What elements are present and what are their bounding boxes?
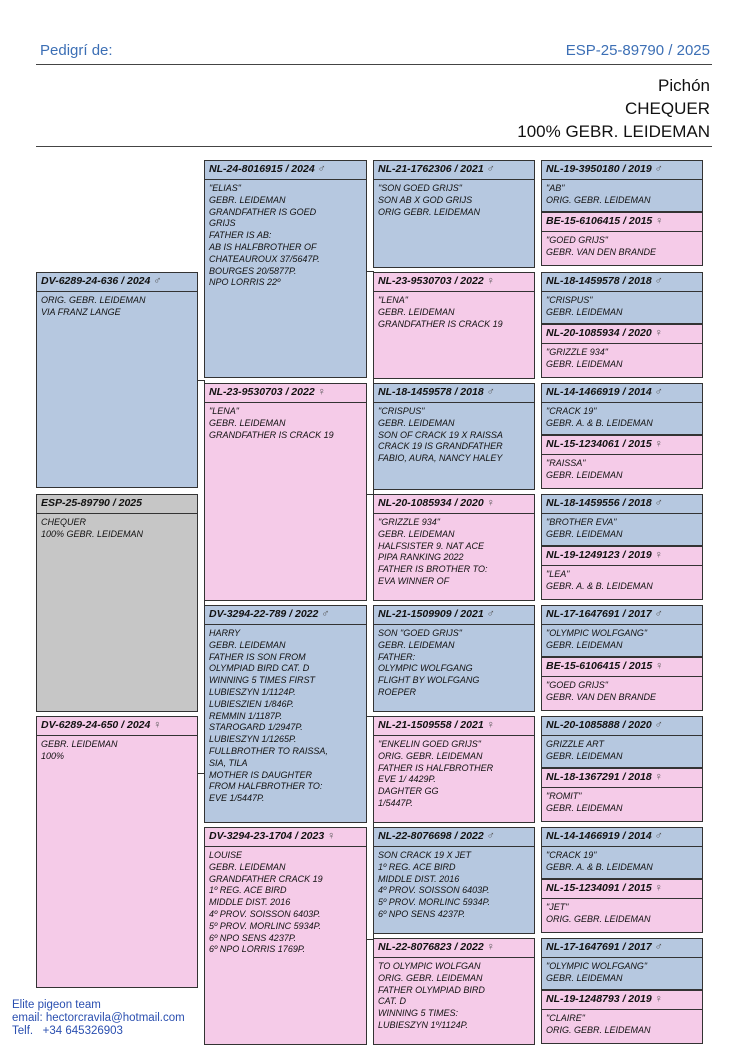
card-ring: NL-19-3950180 / 2019 ♂ [542,163,702,180]
card-ring: NL-18-1459578 / 2018 ♂ [542,275,702,292]
grandparent-card[interactable] [204,383,367,601]
male-icon: ♂ [317,163,326,175]
header-divider [36,64,712,65]
card-ring: NL-22-8076698 / 2022 ♂ [374,830,534,847]
grandparent-card[interactable] [204,827,367,1045]
female-icon: ♀ [486,497,495,509]
card-ring: NL-19-1248793 / 2019 ♀ [542,993,702,1010]
gg-grandparent-card[interactable] [541,716,703,768]
pedigree-label: Pedigrí de: [40,42,113,59]
card-ring: DV-3294-22-789 / 2022 ♂ [205,608,366,625]
gg-grandparent-card[interactable] [541,272,703,324]
female-icon: ♀ [153,719,162,731]
female-icon: ♀ [655,660,664,672]
gg-grandparent-card[interactable] [541,827,703,879]
male-icon: ♂ [321,608,330,620]
card-notes: TO OLYMPIC WOLFGAN ORIG. GEBR. LEIDEMAN FATHER OLYMPIAD BIRD CAT. D WINNING 5 TIMES: LUBIESZYN 1º/1124P. [378,961,485,1030]
male-icon: ♂ [654,608,663,620]
card-ring: DV-6289-24-650 / 2024 ♀ [37,719,197,736]
card-ring: NL-21-1509909 / 2021 ♂ [374,608,534,625]
card-notes: SON "GOED GRIJS" GEBR. LEIDEMAN FATHER: OLYMPIC WOLFGANG FLIGHT BY WOLFGANG ROEPER [378,628,480,697]
grandparent-card[interactable] [204,605,367,823]
card-notes: CHEQUER 100% GEBR. LEIDEMAN [41,517,144,539]
great-grandparent-card[interactable] [373,494,535,601]
card-notes: GEBR. LEIDEMAN 100% [41,739,118,761]
card-notes: "CRACK 19" GEBR. A. & B. LEIDEMAN [546,406,653,428]
male-icon: ♂ [153,275,162,287]
card-ring: NL-23-9530703 / 2022 ♀ [374,275,534,292]
card-notes: "CLAIRE" ORIG. GEBR. LEIDEMAN [546,1013,651,1035]
gg-grandparent-card[interactable] [541,879,703,933]
sire-card[interactable] [36,272,198,488]
male-icon: ♂ [654,830,663,842]
card-notes: "GOED GRIJS" GEBR. VAN DEN BRANDE [546,235,657,257]
card-ring: NL-22-8076823 / 2022 ♀ [374,941,534,958]
male-icon: ♂ [654,275,663,287]
card-notes: "ROMIT" GEBR. LEIDEMAN [546,791,623,813]
card-ring: DV-6289-24-636 / 2024 ♂ [37,275,197,292]
female-icon: ♀ [654,327,663,339]
card-ring: NL-20-1085888 / 2020 ♂ [542,719,702,736]
male-icon: ♂ [654,941,663,953]
female-icon: ♀ [486,719,495,731]
card-notes: "OLYMPIC WOLFGANG" GEBR. LEIDEMAN [546,628,648,650]
card-ring: NL-20-1085934 / 2020 ♀ [374,497,534,514]
card-ring: NL-15-1234091 / 2015 ♀ [542,882,702,899]
card-ring: NL-18-1367291 / 2018 ♀ [542,771,702,788]
title-color: CHEQUER [624,99,710,118]
great-grandparent-card[interactable] [373,716,535,823]
gg-grandparent-card[interactable] [541,383,703,435]
gg-grandparent-card[interactable] [541,605,703,657]
great-grandparent-card[interactable] [373,272,535,379]
card-notes: "ENKELIN GOED GRIJS" ORIG. GEBR. LEIDEMAN FATHER IS HALFBROTHER EVE 1/ 4429P. DAGHTER GG 1/5447P. [378,739,494,808]
title-block [517,74,710,143]
male-icon: ♂ [654,497,663,509]
card-notes: GRIZZLE ART GEBR. LEIDEMAN [546,739,623,761]
team-name: Elite pigeon team [12,999,101,1011]
female-icon: ♀ [327,830,336,842]
great-grandparent-card[interactable] [373,938,535,1045]
male-icon: ♂ [486,163,495,175]
card-notes: "SON GOED GRIJS" SON AB X GOD GRIJS ORIG GEBR. LEIDEMAN [378,183,481,217]
gg-grandparent-card[interactable] [541,494,703,546]
card-notes: SON CRACK 19 X JET 1º REG. ACE BIRD MIDDLE DIST. 2016 4º PROV. SOISSON 6403P. 5º PROV. MORLINC 5934P. 6º NPO SENS 4237P. [378,850,490,919]
card-notes: "OLYMPIC WOLFGANG" GEBR. LEIDEMAN [546,961,648,983]
female-icon: ♀ [317,386,326,398]
great-grandparent-card[interactable] [373,383,535,490]
card-ring: NL-14-1466919 / 2014 ♂ [542,830,702,847]
male-icon: ♂ [654,386,663,398]
gg-grandparent-card[interactable] [541,990,703,1044]
card-notes: LOUISE GEBR. LEIDEMAN GRANDFATHER CRACK 19 1º REG. ACE BIRD MIDDLE DIST. 2016 4º PROV. SOISSON 6403P. 5º PROV. MORLINC 5934P. 6º NPO SENS 4237P. 6º NPO LORRIS 1769P. [209,850,323,955]
subject-card[interactable] [36,494,198,712]
male-icon: ♂ [654,163,663,175]
card-ring: DV-3294-23-1704 / 2023 ♀ [205,830,366,847]
card-notes: "AB" ORIG. GEBR. LEIDEMAN [546,183,651,205]
card-ring: BE-15-6106415 / 2015 ♀ [542,215,702,232]
contact-email[interactable]: email: hectorcravila@hotmail.com [12,1012,185,1024]
female-icon: ♀ [654,882,663,894]
card-ring: NL-18-1459578 / 2018 ♂ [374,386,534,403]
great-grandparent-card[interactable] [373,827,535,934]
male-icon: ♂ [486,386,495,398]
dam-card[interactable] [36,716,198,988]
grandparent-card[interactable] [204,160,367,378]
card-notes: "JET" ORIG. GEBR. LEIDEMAN [546,902,651,924]
gg-grandparent-card[interactable] [541,324,703,378]
card-ring: NL-23-9530703 / 2022 ♀ [205,386,366,403]
card-ring: NL-19-1249123 / 2019 ♀ [542,549,702,566]
great-grandparent-card[interactable] [373,605,535,712]
card-ring: NL-14-1466919 / 2014 ♂ [542,386,702,403]
card-notes: "LEA" GEBR. A. & B. LEIDEMAN [546,569,653,591]
title-kind: Pichón [658,76,710,95]
female-icon: ♀ [486,275,495,287]
card-notes: "CRACK 19" GEBR. A. & B. LEIDEMAN [546,850,653,872]
female-icon: ♀ [486,941,495,953]
gg-grandparent-card[interactable] [541,657,703,711]
female-icon: ♀ [654,771,663,783]
male-icon: ♂ [486,830,495,842]
title-breeder: 100% GEBR. LEIDEMAN [517,122,710,141]
card-ring: ESP-25-89790 / 2025 [37,497,197,514]
title-divider [36,146,712,147]
card-ring: NL-17-1647691 / 2017 ♂ [542,941,702,958]
card-notes: "LENA" GEBR. LEIDEMAN GRANDFATHER IS CRACK 19 [378,295,503,329]
gg-grandparent-card[interactable] [541,938,703,990]
female-icon: ♀ [654,549,663,561]
card-ring: NL-21-1509558 / 2021 ♀ [374,719,534,736]
card-notes: HARRY GEBR. LEIDEMAN FATHER IS SON FROM OLYMPIAD BIRD CAT. D WINNING 5 TIMES FIRST LUBIESZYN 1/1124P. LUBIESZIEN 1/846P. REMMIN 1/1187P. STAROGARD 1/2947P. LUBIESZYN 1/1265P. FULLBROTHER TO RAISSA, SIA, TILA MOTHER IS DAUGHTER FROM HALFBROTHER TO: EVE 1/5447P. [209,628,328,804]
card-notes: "GOED GRIJS" GEBR. VAN DEN BRANDE [546,680,657,702]
card-notes: "GRIZZLE 934" GEBR. LEIDEMAN HALFSISTER 9. NAT ACE PIPA RANKING 2022 FATHER IS BROTHER TO: EVA WINNER OF [378,517,488,586]
gg-grandparent-card[interactable] [541,160,703,212]
card-notes: "CRISPUS" GEBR. LEIDEMAN SON OF CRACK 19 X RAISSA CRACK 19 IS GRANDFATHER FABIO, AURA, NANCY HALEY [378,406,503,464]
card-notes: "RAISSA" GEBR. LEIDEMAN [546,458,623,480]
card-ring: NL-15-1234061 / 2015 ♀ [542,438,702,455]
card-ring: NL-20-1085934 / 2020 ♀ [542,327,702,344]
card-notes: "ELIAS" GEBR. LEIDEMAN GRANDFATHER IS GOED GRIJS FATHER IS AB: AB IS HALFBROTHER OF CHATEAUROUX 37/5647P. BOURGES 20/5877P. NPO LORRIS 22º [209,183,320,288]
card-ring: NL-24-8016915 / 2024 ♂ [205,163,366,180]
contact-phone[interactable]: Telf. +34 645326903 [12,1025,123,1037]
female-icon: ♀ [654,993,663,1005]
card-ring: NL-18-1459556 / 2018 ♂ [542,497,702,514]
female-icon: ♀ [655,215,664,227]
great-grandparent-card[interactable] [373,160,535,268]
gg-grandparent-card[interactable] [541,435,703,489]
male-icon: ♂ [654,719,663,731]
card-notes: ORIG. GEBR. LEIDEMAN VIA FRANZ LANGE [41,295,146,317]
female-icon: ♀ [654,438,663,450]
gg-grandparent-card[interactable] [541,546,703,600]
card-notes: "LENA" GEBR. LEIDEMAN GRANDFATHER IS CRACK 19 [209,406,334,440]
card-ring: BE-15-6106415 / 2015 ♀ [542,660,702,677]
card-ring: NL-17-1647691 / 2017 ♂ [542,608,702,625]
card-ring: NL-21-1762306 / 2021 ♂ [374,163,534,180]
male-icon: ♂ [486,608,495,620]
ring-number: ESP-25-89790 / 2025 [565,42,710,59]
contact-footer [12,999,185,1038]
card-notes: "GRIZZLE 934" GEBR. LEIDEMAN [546,347,623,369]
card-notes: "CRISPUS" GEBR. LEIDEMAN [546,295,623,317]
gg-grandparent-card[interactable] [541,212,703,266]
card-notes: "BROTHER EVA" GEBR. LEIDEMAN [546,517,623,539]
gg-grandparent-card[interactable] [541,768,703,822]
